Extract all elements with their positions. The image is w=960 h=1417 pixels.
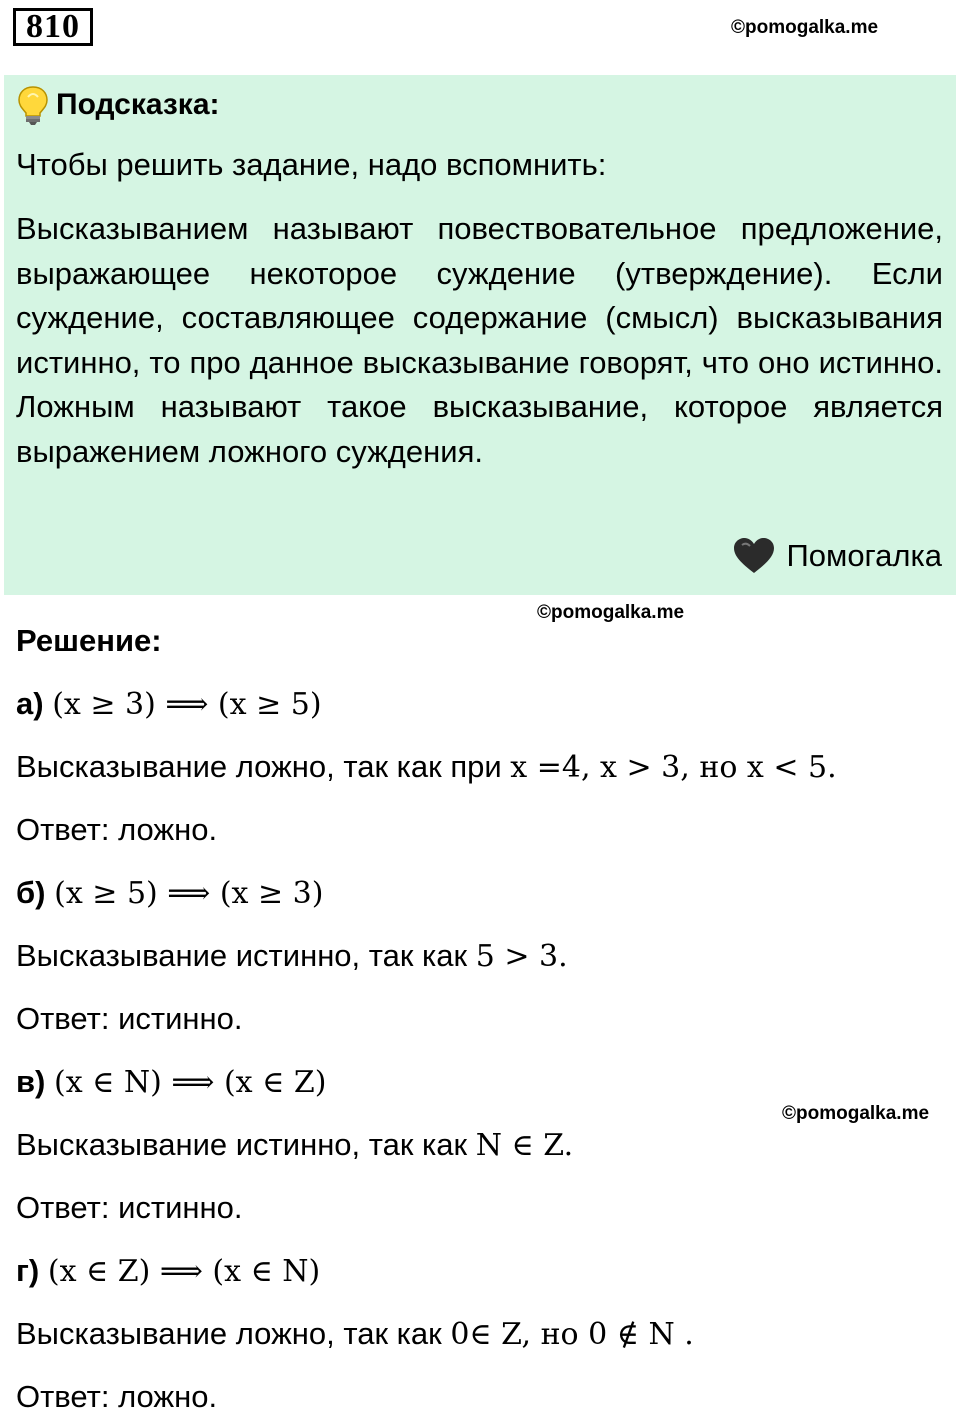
part-a-explanation-text: Высказывание ложно, так как при: [16, 749, 502, 784]
part-a-label: а): [16, 686, 44, 721]
watermark-top: ©pomogalka.me: [731, 17, 879, 38]
part-a-expression: (x ≥ 3) ⟹ (x ≥ 5): [52, 687, 322, 722]
part-a-explanation: [16, 749, 837, 785]
part-a-explanation-math: x =4, x > 3, но x < 5.: [510, 750, 837, 785]
heart-icon: [732, 537, 776, 575]
part-b-expression: (x ≥ 5) ⟹ (x ≥ 3): [54, 876, 324, 911]
hint-signature: [732, 537, 942, 575]
part-b-label: б): [16, 875, 46, 910]
part-c-explanation-math: N ∈ Z.: [475, 1128, 574, 1163]
watermark-bottom: ©pomogalka.me: [782, 1103, 930, 1124]
part-b-explanation-math: 5 > 3.: [475, 939, 568, 974]
part-c-expression: (x ∈ N) ⟹ (x ∈ Z): [54, 1065, 327, 1100]
part-a-statement: [16, 686, 322, 722]
part-d-explanation: [16, 1316, 694, 1352]
part-d-answer: Ответ: ложно.: [16, 1379, 218, 1414]
part-a-answer: Ответ: ложно.: [16, 812, 218, 847]
part-c-answer: Ответ: истинно.: [16, 1190, 243, 1225]
hint-intro: Чтобы решить задание, надо вспомнить:: [16, 147, 607, 182]
hint-paragraph: Высказыванием называют повествовательное предложение, выражающее некоторое суждение (утверждение). Если суждение, составляющее содержание (смысл) высказывания истинно, то про данное высказывание говорят, что оно истинно. Ложным называют такое высказывание, которое является выражением ложного суждения.: [16, 211, 943, 469]
part-d-explanation-math: 0∈ Z, но 0 ∉ N .: [450, 1317, 694, 1352]
watermark-middle: ©pomogalka.me: [537, 602, 685, 623]
part-b-explanation: [16, 938, 568, 974]
lightbulb-icon: [18, 85, 48, 125]
part-c-explanation-text: Высказывание истинно, так как: [16, 1127, 468, 1162]
part-b-answer: Ответ: истинно.: [16, 1001, 243, 1036]
part-c-explanation: [16, 1127, 573, 1163]
part-d-explanation-text: Высказывание ложно, так как: [16, 1316, 442, 1351]
hint-header: [18, 85, 220, 125]
part-b-explanation-text: Высказывание истинно, так как: [16, 938, 468, 973]
hint-box: [4, 75, 956, 595]
part-c-label: в): [16, 1064, 46, 1099]
part-c-statement: [16, 1064, 326, 1100]
part-d-expression: (x ∈ Z) ⟹ (x ∈ N): [47, 1254, 321, 1289]
part-d-statement: [16, 1253, 320, 1289]
hint-title: Подсказка:: [56, 88, 220, 121]
part-d-label: г): [16, 1253, 40, 1288]
part-b-statement: [16, 875, 323, 911]
task-number: 810: [13, 8, 93, 46]
solution-heading: Решение:: [16, 623, 162, 658]
signature-text: Помогалка: [786, 538, 942, 573]
